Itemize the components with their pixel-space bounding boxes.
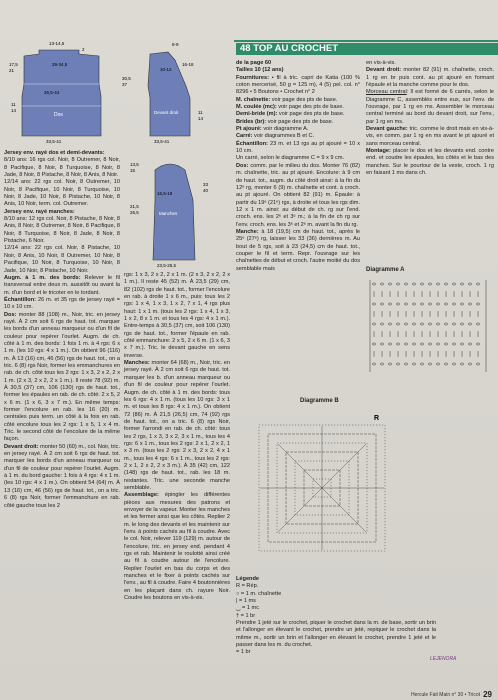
c4-h1: Devant droit: [366,67,402,74]
diagram-b-motif [259,425,385,551]
diagram-a-stitches [372,283,479,365]
stitch [436,323,439,325]
c3-p7: voir diagrammes B et C. [252,133,315,140]
stitch [468,303,471,305]
stitch [428,303,431,305]
legend-item-4: ‿ = 1 mc [236,605,259,612]
stitch [412,283,415,285]
c3-h7: Carré: [236,133,253,140]
neck-depth: 2 [82,47,85,52]
c3-p11: à 18 (19,5) cm de haut. tot., après le 25ᵉ (27ᵉ) rg, laisser les 33 (36) dernières m. Au bout de 5 rgs, soit à 23 (24,5) cm de haut. tot., couper le fil et term. Repr. l'ouvrage sur les chaînettes de début et croch. l'autre moitié du dos semblable mais [236,228,360,272]
c3-l1: de la page 60 [236,60,272,66]
motif-spoke [278,488,322,532]
stitch [372,283,375,285]
c3-p8: 23 m. et 13 rgs au pt ajouré = 10 x 10 cm. [236,140,360,155]
stitch [380,303,383,305]
c2-p3: épingler les différentes pièces aux mesures des patrons et envoyer de la vapeur. Monter les manches et les fermer ainsi que les côtés. Replier 2 m. le long des devants et les maintenir sur l'env. à points cachés au fil à coudre. Avec le col. Noir, relever 119 (129) m. autour de l'encolure, tric. en jersey end. pendant 4 rgs et rab. Maintenir le roulotté ainsi créé au fil à coudre autour de l'encolure. Replier l'ourlet en bas du corps et des manches et le fixer à points cachés sur l'env., au fil à coudre. Faire 4 boutonnières en les plaçant dans ch. rayure Noir. Coudre les boutons en vis-à-vis. [124,492,230,602]
c1-p6: 26 m. et 35 rgs de jersey rayé = 10 x 10 cm. [4,296,120,311]
bottom-width: 33,5-41 [46,139,62,144]
c4-h4: Montage: [366,148,391,155]
stitch [396,343,399,345]
c1-p4: 12/14 ans: 22 rgs col. Noir, 8 Pistache, 10 Noir, 8 Anis, 10 Noir, 8 Outremer, 10 Noir, 8 Pacifique, 10 Noir, 8 Turquoise, 10 Noir, 8 Jade, 10 Noir, 8 Pistache, 10 Noir. [4,245,120,274]
c3-h6: Pt ajouré: [236,126,262,133]
stitch [380,363,383,365]
stitch [388,323,391,325]
stitch [420,343,423,345]
stitch [396,303,399,305]
c4-p1: monter 82 (91) m. chaînette, croch. 1 rg en br puis cont. au pt ajouré en formant l'épaule et la manche comme pour le dos. [366,67,494,89]
stitch [404,343,407,345]
c1-h2: Jersey env. rayé manches: [4,208,75,215]
stitch [372,303,375,305]
stitch [420,283,423,285]
stitch [468,323,471,325]
diagram-b-r: R [374,415,380,422]
diagram-a-title: Diagramme A [366,267,405,273]
c3-p3: voir page des pts de base. [276,104,344,111]
front-top: 8-9 [172,42,179,47]
c3-h10: Manche: [236,228,259,235]
stitch [380,283,383,285]
stitch [396,363,399,365]
stitch [388,283,391,285]
c2-p1: rgs: 1 x 3, 2 x 2, 2 x 1 m. (2 x 3, 2 x 2, 2 x 1 m.). Il reste 45 (52) m. À 23,5 (29) cm, 82 (102) rgs de haut. tot., former l'encolure en rab. à droite 1 x 6 m., puis: tous les 2 rgs: 1 x 4, 1 x 3, 1 x 2, 7 x 1, 4 rgs plus haut: 1 x 1 m. (tous les 2 rgs: 1 x 4, 1 x 3, 1 x 2, 8 x 1 m. et tous les 4 rgs: 4 x 1 m.). Entre-temps à 30,5 (37) cm, soit 106 (130) rgs de haut. tot., former l'épaule en rab. côté emmanchure: 2 x 5, 2 x 6 m. (1 x 6, 3 x 7 m.). Tric. le devant gauche en sens inverse. [124,272,230,359]
stitch [428,323,431,325]
front-lower-a: 11 [198,110,203,115]
sleeve-side-a: 33 [203,182,209,187]
c3-p9: Un carré, selon le diagramme C = 9 x 9 cm. [236,155,345,162]
diagram-b [256,408,388,568]
c3-h1: Fournitures: [236,74,269,81]
column-2 [124,272,230,602]
stitch [380,323,383,325]
page-title: 48 TOP AU CROCHET [236,43,498,55]
dos-label: Dos [54,112,63,118]
c4-p2: : Il est formé de 6 carrés, selon le Diagramme C, assemblés entre eux, sur l'env. de l'ouvrage, par 1 rg en ms. Assembler le morceau central terminé au bord du devant droit, sur l'env., par 1 rg en ms. [366,89,494,125]
stitch [444,363,447,365]
c1-p3: 8/10 ans: 12 rgs col. Noir, 8 Pistache, 8 Noir, 8 Anis, 8 Noir, 8 Outremer, 8 Noir, 8 Pacifique, 8 Noir, 8 Turquoise, 8 Noir, 8 Jade, 8 Noir, 8 Pistache, 6 Noir. [4,216,120,245]
legend-title: Légende [236,576,260,582]
c1-h4: Échantillon: [4,296,37,303]
stitch [428,283,431,285]
diagram-b-title: Diagramme B [300,398,339,404]
c4-p0: en vis-à-vis. [366,60,396,66]
legend-item-2: ○ = 1 m. chaînette [236,590,282,597]
stitch [412,303,415,305]
column-4 [366,60,494,178]
sleeve-top-width: 16,5-19 [157,191,173,196]
schema-front [120,36,230,148]
legend-item-1: R = Rép. [236,583,259,590]
legend [236,576,466,657]
stitch [476,363,479,365]
c3-h5: Brides (br): [236,118,267,125]
stitch [452,343,455,345]
c3-p10: comm. par le milieu du dos. Monter 76 (82) m. chaînette, tric. au pt ajouré. Encolure: à 9 cm de haut. tot., augm. du côté droit ainsi: à la fin du 12ᵉ rg, monter 6 (9) m. chaînette et cont. à croch. au pt ajouré. On obtient 82 (91) m. Épaule: à partir du 19ᵉ (21ᵉ) rgs, à droite et tous les rgs dim. 12 x 1 m. ainsi: au début de ch. rg sur l'end. croch. ens. les 2ᵉ et 3ᵉ m.; à la fin de ch rg sur l'env. croch. ens. les 3ᵉ et 2ᵉ m. avant la fin du rg. [236,162,360,228]
side-height: 17,5 [9,62,18,67]
c3-p1: • fil à tric. capri de Katia (100 % coton mercerisé, 50 g = 125 m), 4 (5) pel. col. n° 8296 • 5 Boutons • Crochet n° 2 [236,74,360,96]
c3-h9: Dos: [236,162,249,169]
stitch [428,363,431,365]
stitch [476,343,479,345]
c1-h5: Dos: [4,311,17,318]
front-side-c: 37 [122,82,128,87]
stitch [476,323,479,325]
legend-note2: = 1 br [236,649,251,656]
stitch [420,323,423,325]
stitch [444,343,447,345]
c1-p7: monter 88 (108) m., Noir, tric. en jersey rayé. À 2 cm soit 6 rgs de haut. tot. marquer les bords d'un anneau marqueur ou d'un fil de couleur pour repérer l'ourlet. Augm. de ch. côté à 1 m. des bords: 1 fois 1 m. à 4 rgs: 6 x 1 m. (les 10 rgs: 4 x 1 m.). On obtient 96 (116) m. À 13 (16) cm, 46 (56) rgs de haut. tot., on a tric. 6 (8) rgs Noir, former les emmanchures en rab. de ch. côté tous les 2 rgs: 1 x 3, 2 x 2, 2 x 1 m. (2 x 3, 2 x 2, 2 x 1 m.). Il reste 78 (92) m. À 30,5 (37) cm, 106 (130) rgs de haut. tot., former les épaules en rab. de ch. côté: 2 x 5, 2 x 6 m. (1 x 6, 3 x 7 m.). En même temps: former l'encolure en rab. les 16 (20) m. centrales puis term. un côté à la fois en rab. côté encolure tous les 2 rgs: 1 x 5, 1 x 4 m. Tric. le second côté de l'encolure de la même façon. [4,311,120,443]
c3-h2: M. chaînette: [236,96,271,103]
c4-p4: placer le dos et les devants end. contre end. et coudre les épaules, les côtés et le bas des manches. Sur le pourtour de la veste, croch. 1 rg en faisant 1 ms dans ch. [366,148,494,177]
column-1 [4,150,120,510]
c1-h3: Augm. à 1 m. des bords: [4,274,81,281]
stitch [452,363,455,365]
stitch [404,323,407,325]
stitch [468,363,471,365]
stitch [412,363,415,365]
stitch [436,303,439,305]
c3-p4: voir page des pts de base. [277,111,345,118]
front-label: Devant droit [154,110,179,115]
stitch [420,303,423,305]
stitch [444,323,447,325]
stitch [436,283,439,285]
top-width: 13-14,5 [49,41,65,46]
stitch [452,303,455,305]
motif-spoke [322,444,366,488]
diagram-a [366,276,492,376]
stitch [444,283,447,285]
footer-text: Hercule Fait Main n° 30 • Tricot [410,692,480,698]
stitch [404,283,407,285]
stitch [452,283,455,285]
c2-p2: monter 64 (68) m., Noir, tric. en jersey rayé. À 2 cm soit 6 rgs de haut. tot. marquer les b. d'un anneau marqueur ou d'un fil de couleur pour repérer l'ourlet. Augm. de ch. côté à 1 m. des bords: tous les 6 rgs: 4 x 1 m. (tous les 10 rgs: 3 x 1 m. et tous les 8 rgs: 4 x 1 m.). On obtient 72 (86) m. À 21,5 (26,5) cm, 74 (92) rgs de haut. tot., on a tric. 6 (8) rgs Noir, former l'arrondi en rab. de ch. côté: tous les 2 rgs, 1 x 3, 3 x 2, 3 x 1 m., tous les 4 rgs: 6 x 1 m., tous les 2 rgs: 2 x 1, 2 x 2, 1 x 3 m. (tous les 2 rgs: 2 x 3, 2 x 2, 4 x 1 m., tous les 4 rgs: 6 x 1 m., tous les 2 rgs: 2 x 1, 2 x 2, 2 x 3 m.). À 35 (42) cm, 122 (148) rgs de haut. tot., rab. les 18 m. restantes. Tric. une seconde manche semblable. [124,360,230,491]
c3-p5: voir page des pts de base. [266,118,334,125]
lower-height-b: 14 [11,108,17,113]
motif-spoke [322,488,366,532]
stitch [468,283,471,285]
sleeve-low-a: 21,5 [130,204,139,209]
stitch [412,343,415,345]
c1-p1: 8/10 ans: 16 rgs col. Noir, 8 Outremer, 8 Noir, 8 Pacifique, 8 Noir, 8 Turquoise, 8 Noir, 8 Jade, 8 Noir, 8 Pistache, 8 Noir, 8 Anis, 8 Noir. [4,157,120,179]
schema-sleeve [125,150,225,270]
sleeve-low-b: 26,5 [130,210,139,215]
motif-spoke [278,444,322,488]
stitch [396,283,399,285]
side-height-b: 21 [9,68,15,73]
stitch [468,343,471,345]
stitch [460,323,463,325]
front-lower-b: 14 [198,116,204,121]
sleeve-side-b: 40 [203,188,209,193]
lower-height-a: 11 [11,102,16,107]
stitch [372,343,375,345]
upper-width: 29-34,5 [52,62,68,67]
stitch [428,343,431,345]
stitch [380,343,383,345]
c1-p5: Relever le fil transversal entre deux m. aussitôt ou avant la m. d'un bord et le tricoter en le tordant. [4,274,120,296]
sleeve-bottom: 23,5-25,5 [157,263,177,268]
stitch [372,323,375,325]
stitch [444,303,447,305]
stitch [460,343,463,345]
c2-h2: Assemblage: [124,492,159,499]
c3-h3: M. coulée (mc): [236,104,277,111]
c4-p3: tric. comme le droit mais en vis-à-vis, en comm. par 1 rg en ms avant le pt ajouré et sans morceau central. [366,126,495,147]
front-side-a: 10-12 [160,67,172,72]
c4-h2: Morceau central [366,89,407,96]
legend-note: Prendre 1 jeté sur le crochet, piquer le crochet dans la m. de base, sortir un brin et l'allonger en élevant le crochet, prendre un jeté, repiquer le crochet dans la même m., sortir un brin et l'allonger en élevant le crochet, prendre 1 jeté et le passer dans les m. du crochet. [236,620,436,649]
stitch [388,343,391,345]
stitch [388,363,391,365]
page-number: 29 [483,690,492,699]
legend-item-3: | = 1 ms [236,598,256,605]
sleeve-label: Manches [159,211,178,216]
c3-p6: voir diagramme A. [261,126,309,133]
stitch [460,363,463,365]
stitch [460,283,463,285]
stitch [404,303,407,305]
bust-width: 36,5-44 [44,90,60,95]
header-rule [234,40,498,42]
stitch [412,323,415,325]
stitch [436,343,439,345]
stitch [396,323,399,325]
c4-h3: Devant gauche: [366,126,408,133]
sleeve-top-a: 13,5 [130,162,139,167]
stitch [420,363,423,365]
c3-h8: Échantillon: [236,140,269,147]
column-3 [236,60,360,273]
c1-p2: 12/14 ans: 22 rgs col. Noir, 8 Outremer, 10 Noir, 8 Pacifique, 10 Noir, 8 Turquoise, 10 Noir, 8 Jade, 10 Noir, 8 Pistache, 10 Noir, 8 Anis, 10 Noir, term. col. Outremer. [4,179,120,208]
c1-h1: Jersey env. rayé dos et demi-devants: [4,150,105,156]
c3-h4: Demi-bride (m): [236,111,278,118]
c3-p2: voir page des pts de base. [270,96,338,103]
schema-back [4,36,122,148]
c3-l2: Tailles 10 (12 ans) [236,67,284,74]
stitch [452,323,455,325]
stitch [460,303,463,305]
front-bottom: 33,5-41 [154,139,170,144]
stitch [476,283,479,285]
sleeve-top-b: 15 [130,168,136,173]
stitch [372,363,375,365]
c1-p8: monter 50 (60) m., col. Noir, tric. en jersey rayé. À 2 cm soit 6 rgs de haut. tot. marquer les bords d'un anneau marqueur ou d'un fil de couleur pour repérer l'ourlet. Augm. à 1 m. du bord gauche: 1 fois à 4 rgs: 4 x 1 m. (les 10 rgs: 4 x 1 m.). On obtient 54 (64) m. À 13 (16) cm, 46 (56) rgs de haut. tot., on a tric. 6 (8) rgs Noir, former l'emmanchure en rab. côté gauche tous les 2 [4,443,120,509]
watermark: LEJENORA [430,656,457,662]
stitch [388,303,391,305]
front-side-b: 30,5 [122,76,131,81]
legend-item-5: † = 1 br [236,612,256,619]
c2-h1: Manches: [124,360,150,367]
stitch [476,303,479,305]
stitch [404,363,407,365]
c1-h6: Devant droit: [4,443,39,450]
stitch [436,363,439,365]
front-neck: 16-18 [182,62,194,67]
